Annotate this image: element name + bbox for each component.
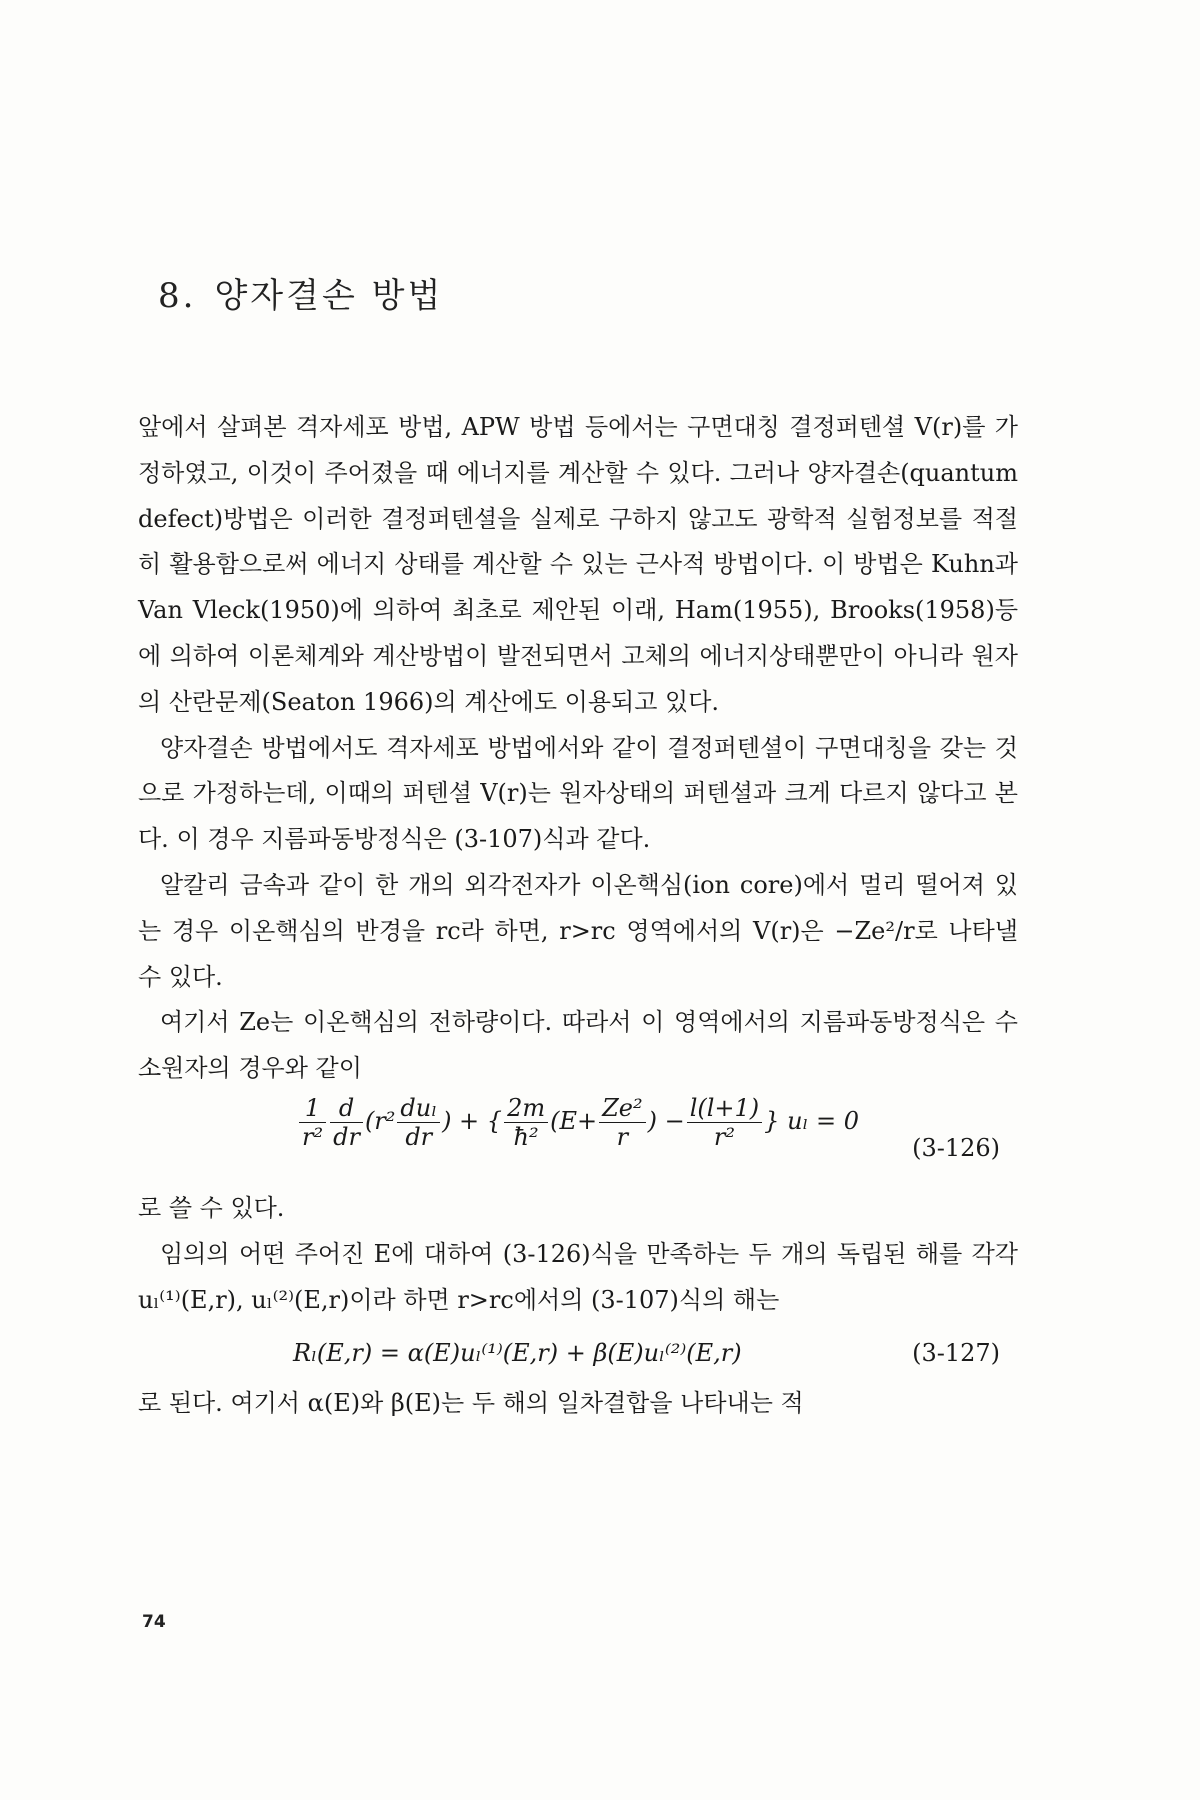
eq-e-open: (E+ [550,1106,598,1135]
page-number: 74 [142,1612,166,1632]
eq-tail: } uₗ = 0 [764,1106,859,1135]
section-heading [158,268,443,317]
eq-close-two: ) − [647,1106,685,1135]
fraction-du-dr: $\frac{\text{duₗ}}{dr}$ [397,1094,440,1151]
equation-3-127-body: Rₗ(E,r) = α(E)uₗ⁽¹⁾(E,r) + β(E)uₗ⁽²⁾(E,r) [293,1339,742,1368]
fraction-one-over-r2: $\frac{1}{\text{r²}}$ [299,1094,326,1151]
section-number: 8. [158,276,197,316]
paragraph-radial-eq: 여기서 Ze는 이온핵심의 전하량이다. 따라서 이 영역에서의 지름파동방정식은 수소원자의 경우와 같이 [138,1008,1018,1083]
paragraph-intro: 앞에서 살펴본 격자세포 방법, APW 방법 등에서는 구면대칭 결정퍼텐셜 V(r)를 가정하였고, 이것이 주어졌을 때 에너지를 계산할 수 있다. 그러나 양자결손(quantum defect)방법은 이러한 결정퍼텐셜을 실제로 구하지 않고도 광학적 실험정보를 적절히 활용함으로써 에너지 상태를 계산할 수 있는 근사적 방법이다. 이 방법은 Kuhn과 Van Vleck(1950)에 의하여 최초로 제안된 이래, Ham(1955), Brooks(1958)등에 의하여 이론체계와 계산방법이 발전되면서 고체의 에너지상태뿐만이 아니라 원자의 산란문제(Seaton 1966)의 계산에도 이용되고 있다. [138,413,1018,716]
fraction-2m-hbar2: $\frac{2m}{\text{ħ²}}$ [504,1094,548,1151]
body-text [138,405,1018,1427]
fraction-ze2-r: $\frac{\text{Ze²}}{r}$ [599,1094,646,1151]
section-title: 양자결손 방법 [214,276,444,316]
equation-3-127 [138,1323,1018,1381]
equation-3-126 [138,1094,1018,1186]
fraction-d-dr: $\frac{d}{dr}$ [330,1094,363,1151]
paragraph-solutions: 임의의 어떤 주어진 E에 대하여 (3-126)식을 만족하는 두 개의 독립된 해를 각각 uₗ⁽¹⁾(E,r), uₗ⁽²⁾(E,r)이라 하면 r>rc에서의 (3-107)식의 해는 [138,1239,1018,1314]
text-after-equation-1: 로 쓸 수 있다. [138,1193,285,1222]
eq-close-one: ) + { [442,1106,503,1135]
equation-label-3-126: (3-126) [912,1133,1000,1162]
paragraph-assumption: 양자결손 방법에서도 격자세포 방법에서와 같이 결정퍼텐셜이 구면대칭을 갖는 것으로 가정하는데, 이때의 퍼텐셜 V(r)는 원자상태의 퍼텐셜과 크게 다르지 않다고 본다. 이 경우 지름파동방정식은 (3-107)식과 같다. [138,733,1018,854]
eq-r-squared: (r² [364,1106,396,1135]
fraction-l-term: $\frac{l(l+1)}{\text{r²}}$ [687,1094,762,1151]
paragraph-alkali: 알칼리 금속과 같이 한 개의 외각전자가 이온핵심(ion core)에서 멀리 떨어져 있는 경우 이온핵심의 반경을 rc라 하면, r>rc 영역에서의 V(r)은 −Ze²/r로 나타낼 수 있다. [138,870,1018,991]
equation-3-126-body [138,1094,1018,1151]
text-after-equation-2: 로 된다. 여기서 α(E)와 β(E)는 두 해의 일차결합을 나타내는 적 [138,1389,804,1418]
equation-label-3-127: (3-127) [912,1339,1000,1368]
